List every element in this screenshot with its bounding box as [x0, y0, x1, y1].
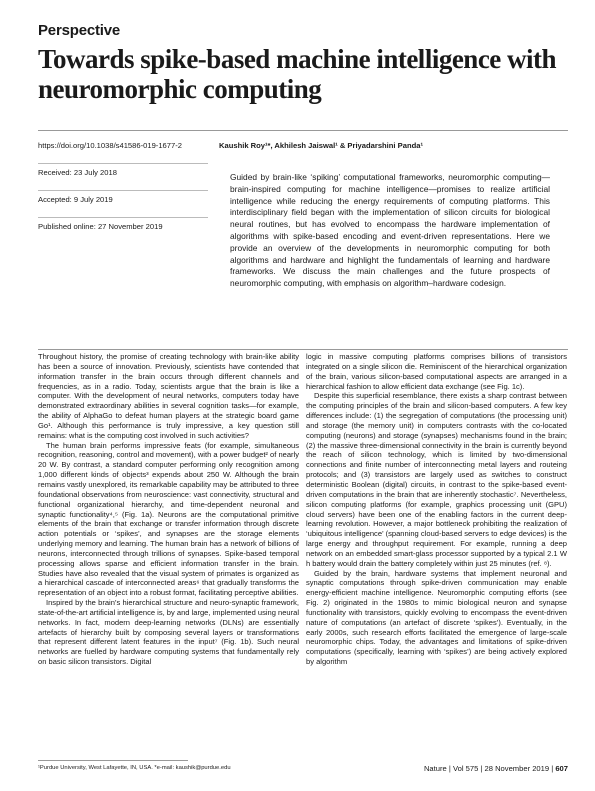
article-title: Towards spike-based machine intelligence with neuromorphic computing	[38, 44, 557, 104]
doi-link[interactable]: https://doi.org/10.1038/s41586-019-1677-2	[38, 141, 182, 150]
body-column-left	[38, 352, 299, 667]
page-number: 607	[555, 764, 568, 773]
published-date: Published online: 27 November 2019	[38, 222, 163, 231]
body-paragraph: Throughout history, the promise of creating technology with brain-like ability has been a source of innovation. Previously, scientists have contended that information transfer in the brain occurs through different channels and frequencies, as in a radio. Today, scientists argue that the brain is like a computer. With the development of neural networks, computers today have demonstrated extraordinary abilities in several cognition tasks—for example, the ability of AlphaGo to defeat human players at the strategic board game Go¹. Although this performance is truly impressive, a key question still remains: what is the computing cost involved in such activities?	[38, 352, 299, 440]
footer-separator: |	[551, 764, 556, 773]
footer-separator: |	[480, 764, 485, 773]
metadata-divider	[38, 190, 208, 191]
body-paragraph: The human brain performs impressive feats (for example, simultaneous recognition, reasoning, control and movement), with a power budget² of nearly 20 W. By contrast, a standard computer performing only recognition among 1,000 different kinds of objects³ expends about 250 W. Although the brain remains vastly unexplored, its remarkable capability may be attributed to three foundational observations from neuroscience: vast connectivity, structural and functional organizational hierarchy, and time-dependent neuronal and synaptic functionality⁴,⁵ (Fig. 1a). Neurons are the computational primitive elements of the brain that exchange or transfer information through discrete action potentials or ‘spikes’, and synapses are the storage elements underlying memory and learning. The human brain has a network of billions of neurons, interconnected through trillions of synapses. Spike-based temporal processing allows sparse and efficient information transfer in the brain. Studies have also revealed that the visual system of primates is organized as a hierarchical cascade of interconnected areas⁶ that gradually transforms the representation of an object into a robust format, facilitating perceptive abilities.	[38, 440, 299, 598]
accepted-date: Accepted: 9 July 2019	[38, 195, 113, 204]
body-paragraph: Inspired by the brain’s hierarchical structure and neuro-synaptic framework, state-of-the-art artificial intelligence is, by and large, implemented using neural networks. In fact, modern deep-learning networks (DLNs) are essentially artefacts of hierarchy built by composing several layers or transformations that represent different latent features in the input⁷ (Fig. 1b). Such neural networks are fuelled by hardware computing systems that fundamentally rely on basic silicon transistors. Digital	[38, 598, 299, 667]
header-divider	[38, 130, 568, 131]
body-paragraph: Despite this superficial resemblance, there exists a sharp contrast between the computing principles of the brain and silicon-based computers. A few key differences include: (1) the segregation of computations (the processing unit) and storage (the memory unit) in computers contrasts with the co-located computing (neurons) and storage (synapses) mechanisms found in the brain; (2) the massive three-dimensional connectivity in the brain is currently beyond the reach of silicon technology, which is limited by two-dimensional connections and finite number of interconnecting metal layers and routeing protocols; and (3) transistors are largely used as switches to construct deterministic Boolean (digital) circuits, in contrast to the spike-based event-driven computations in the brain that are inherently stochastic⁷. Nevertheless, silicon computing platforms (for example, graphics processing unit (GPU) cloud servers) have been one of the enabling factors in the current deep-learning revolution. However, a major bottleneck prohibiting the realization of ‘ubiquitous intelligence’ (spanning cloud-based servers to edge devices) is the large energy and throughput requirement. For example, running a deep network on an embedded smart-glass processor supported by a typical 2.1 W h battery would drain the battery completely within just 25 minutes (ref. ⁸).	[306, 391, 567, 568]
footnote-divider	[38, 760, 188, 761]
metadata-divider	[38, 163, 208, 164]
issue-date: 28 November 2019	[484, 764, 550, 773]
abstract-divider	[38, 349, 568, 350]
author-list: Kaushik Roy¹*, Akhilesh Jaiswal¹ & Priyadarshini Panda¹	[219, 141, 423, 150]
body-paragraph: Guided by the brain, hardware systems that implement neuronal and synaptic computations through spike-driven communication may enable energy-efficient machine intelligence. Neuromorphic computing efforts (see Fig. 2) originated in the 1980s to mimic biological neuron and synapse functionality with transistors, quickly evolving to encompass the event-driven nature of computations (an artefact of discrete ‘spikes’). Eventually, in the early 2000s, such research efforts facilitated the emergence of large-scale neuromorphic chips. Today, the advantages and limitations of spike-driven computations (specifically, learning with ‘spikes’) are being actively explored by algorithm	[306, 568, 567, 667]
section-label: Perspective	[38, 22, 121, 39]
footer-separator: |	[448, 764, 453, 773]
body-paragraph: logic in massive computing platforms comprises billions of transistors integrated on a single silicon die. Reminiscent of the hierarchical organization of the brain, various silicon-based computational aspects are arranged in a hierarchical fashion to allow efficient data exchange (see Fig. 1c).	[306, 352, 567, 391]
abstract: Guided by brain-like ‘spiking’ computational frameworks, neuromorphic computing—brain-inspired computing for machine intelligence—promises to realize artificial intelligence while reducing the energy requirements of computing platforms. This interdisciplinary field began with the implementation of silicon circuits for biological neural routines, but has evolved to encompass the hardware implementation of algorithms with spike-based encoding and event-driven representations. Here we provide an overview of the developments in neuromorphic computing for both algorithms and hardware and highlight the fundamentals of learning and hardware frameworks. We discuss the main challenges and the future prospects of neuromorphic computing, with emphasis on algorithm–hardware codesign.	[230, 172, 550, 289]
affiliation-footnote: ¹Purdue University, West Lafayette, IN, USA. *e-mail: kaushik@purdue.edu	[38, 765, 231, 771]
journal-volume: Vol 575	[452, 764, 479, 773]
received-date: Received: 23 July 2018	[38, 168, 117, 177]
journal-name: Nature	[423, 764, 447, 773]
page-footer	[424, 764, 568, 773]
body-column-right	[306, 352, 567, 667]
article-metadata	[38, 141, 208, 240]
metadata-divider	[38, 217, 208, 218]
